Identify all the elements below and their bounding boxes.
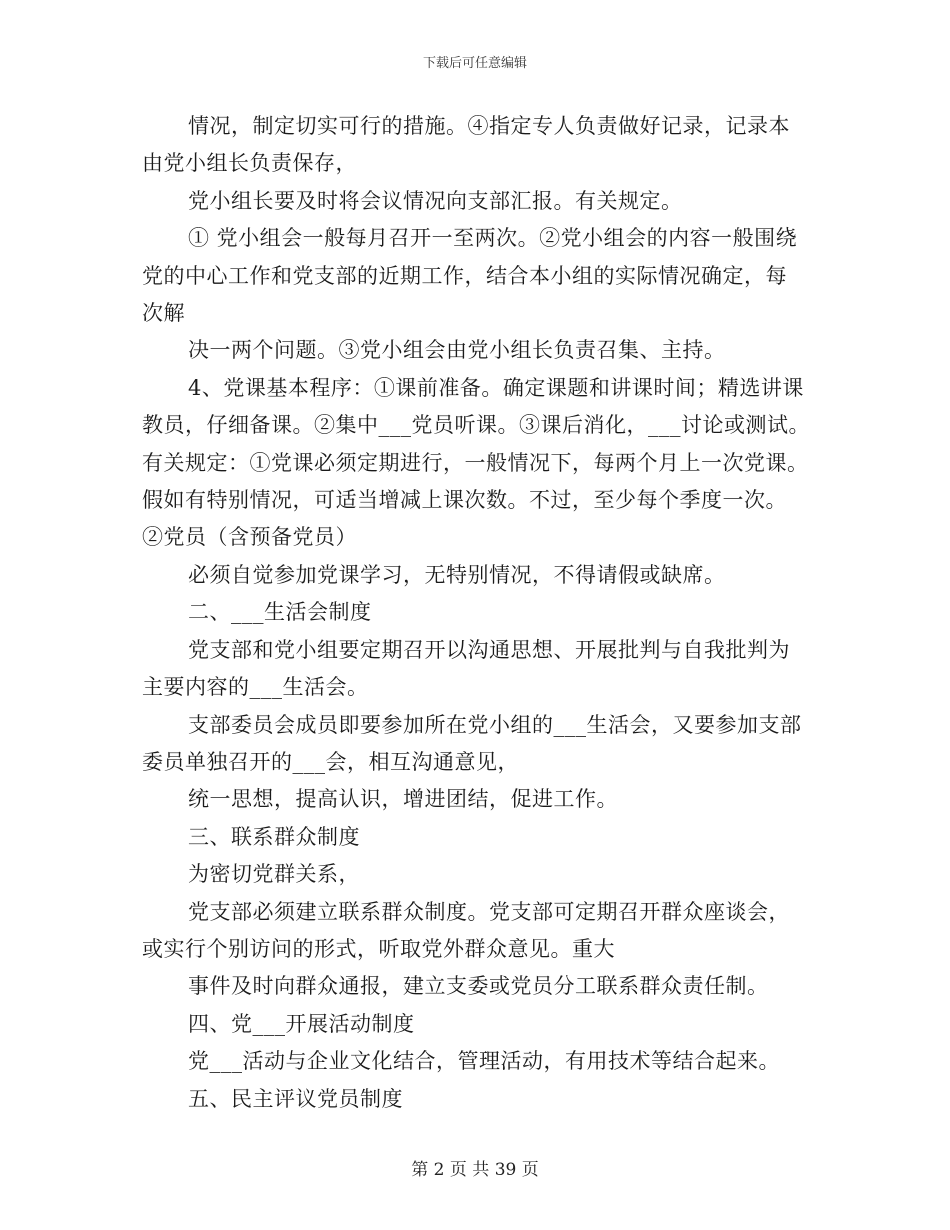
text-line: 统一思想，提高认识，增进团结，促进工作。: [188, 787, 618, 812]
text-line: 三、联系群众制度: [188, 824, 360, 849]
text-line: 二、___生活会制度: [188, 600, 372, 625]
text-line: 主要内容的___生活会。: [142, 675, 369, 700]
text-line: 为密切党群关系，: [188, 862, 360, 887]
text-line: 必须自觉参加党课学习，无特别情况，不得请假或缺席。: [188, 562, 726, 587]
text-line: 4、党课基本程序：①课前准备。确定课题和讲课时间；精选讲课: [188, 375, 804, 400]
document-body: [142, 108, 810, 1118]
page-footer: 第 2 页 共 39 页: [411, 1160, 539, 1180]
text-line: 党支部和党小组要定期召开以沟通思想、开展批判与自我批判为: [188, 637, 790, 662]
text-line: ②党员（含预备党员）: [142, 525, 357, 550]
text-line: ① 党小组会一般每月召开一至两次。②党小组会的内容一般围绕: [188, 226, 798, 251]
text-line: 或实行个别访问的形式，听取党外群众意见。重大: [142, 936, 615, 961]
text-line: 事件及时向群众通报，建立支委或党员分工联系群众责任制。: [188, 974, 769, 999]
text-line: 情况，制定切实可行的措施。④指定专人负责做好记录，记录本: [188, 114, 790, 138]
text-line: 教员，仔细备课。②集中___党员听课。③课后消化，___讨论或测试。: [142, 413, 810, 438]
text-line: 党___活动与企业文化结合，管理活动，有用技术等结合起来。: [188, 1049, 780, 1074]
text-line: 四、党___开展活动制度: [188, 1011, 415, 1036]
text-line: 决一两个问题。③党小组会由党小组长负责召集、主持。: [188, 338, 726, 363]
text-line: 党的中心工作和党支部的近期工作，结合本小组的实际情况确定，每: [142, 263, 787, 288]
text-line: 党小组长要及时将会议情况向支部汇报。有关规定。: [188, 188, 683, 213]
text-line: 党支部必须建立联系群众制度。党支部可定期召开群众座谈会，: [188, 899, 790, 924]
text-line: 委员单独召开的___会，相互沟通意见，: [142, 749, 519, 774]
text-line: 五、民主评议党员制度: [188, 1086, 403, 1111]
page-header: 下载后可任意编辑: [422, 56, 527, 71]
text-line: 支部委员会成员即要参加所在党小组的___生活会，又要参加支部: [188, 712, 802, 737]
text-line: 有关规定：①党课必须定期进行，一般情况下，每两个月上一次党课。: [142, 450, 809, 475]
text-line: 由党小组长负责保存，: [142, 151, 357, 176]
text-line: 假如有特别情况，可适当增减上课次数。不过，至少每个季度一次。: [142, 488, 787, 513]
text-line: 次解: [142, 301, 185, 326]
